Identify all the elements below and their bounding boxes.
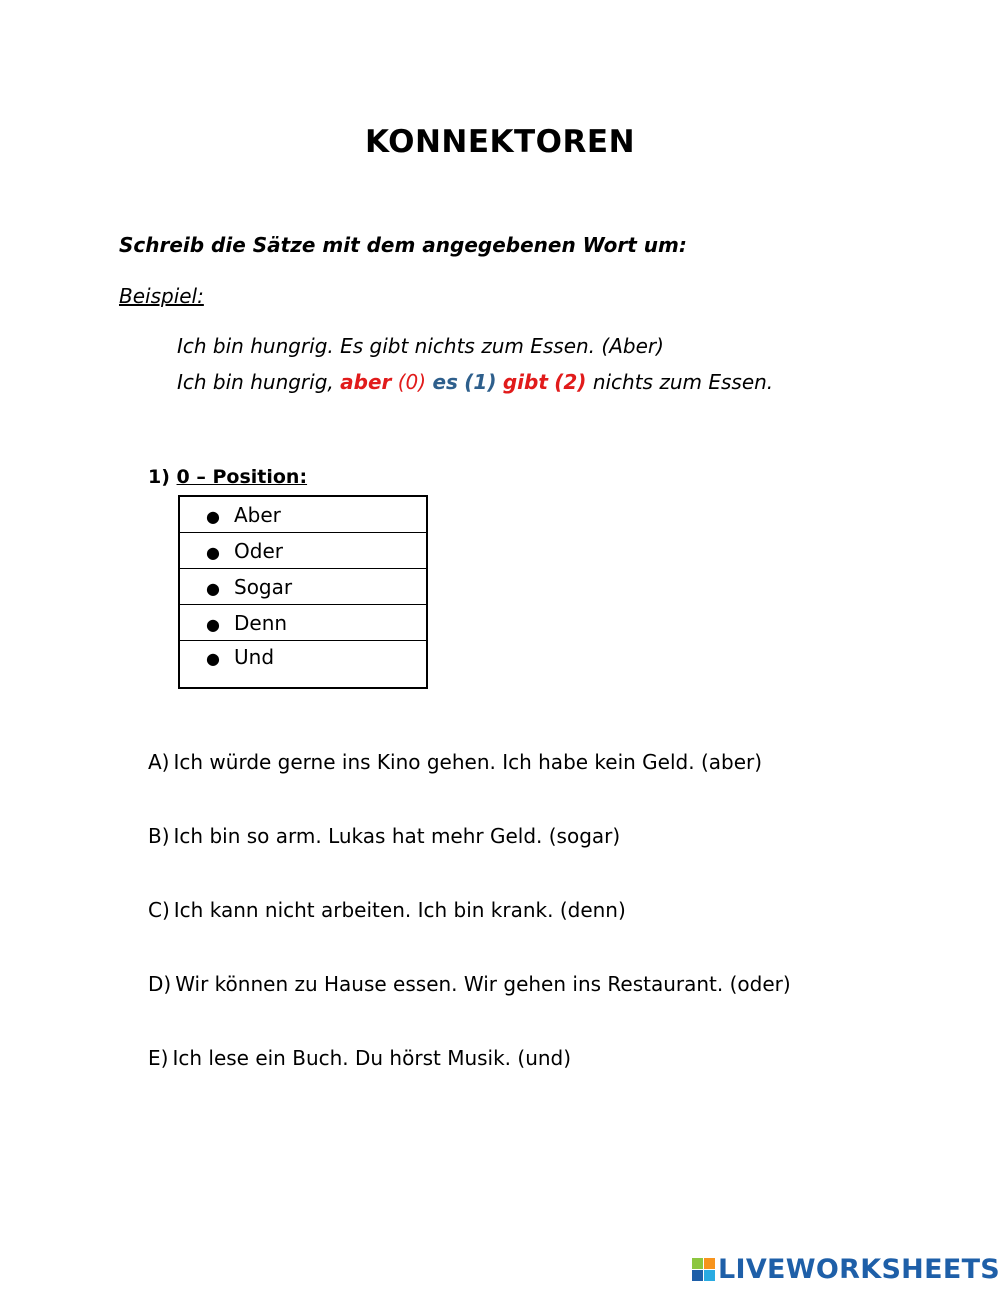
exercise-a	[148, 750, 762, 774]
exercise-e	[148, 1046, 571, 1070]
section-title: 0 – Position:	[176, 466, 308, 488]
connector-item: Oder	[234, 538, 283, 563]
logo-mark-icon	[692, 1258, 716, 1282]
connector-table	[178, 495, 428, 689]
connector-item: Denn	[234, 610, 288, 635]
exercise-text: Ich lese ein Buch. Du hörst Musik. (und)	[172, 1046, 572, 1070]
example-position-2: (2)	[554, 370, 587, 394]
example-line-1: Ich bin hungrig. Es gibt nichts zum Essen. (Aber)	[177, 334, 664, 358]
example-word-es: es	[432, 370, 458, 394]
connector-item: Sogar	[234, 574, 293, 599]
exercise-label: C)	[148, 898, 170, 922]
logo-square-blue	[692, 1270, 703, 1281]
bullet-icon: ●	[206, 578, 220, 598]
connector-item: Und	[234, 645, 275, 669]
page-title: KONNEKTOREN	[364, 124, 636, 160]
table-row	[179, 496, 427, 533]
bullet-icon: ●	[206, 506, 220, 526]
exercise-text: Ich würde gerne ins Kino gehen. Ich habe kein Geld. (aber)	[173, 750, 763, 774]
exercise-label: B)	[148, 824, 170, 848]
example-position-0: (0)	[397, 370, 427, 394]
example-line-2	[177, 370, 773, 394]
example-line-2-start: Ich bin hungrig,	[177, 370, 341, 394]
exercise-text: Ich bin so arm. Lukas hat mehr Geld. (sogar)	[173, 824, 621, 848]
logo-square-green	[692, 1258, 703, 1269]
table-row	[179, 533, 427, 569]
bullet-icon: ●	[206, 649, 220, 668]
table-row	[179, 641, 427, 689]
exercise-text: Ich kann nicht arbeiten. Ich bin krank. (denn)	[173, 898, 626, 922]
logo-square-orange	[704, 1258, 715, 1269]
example-line-2-end: nichts zum Essen.	[592, 370, 774, 394]
example-word-gibt: gibt	[502, 370, 548, 394]
exercise-label: D)	[148, 972, 172, 996]
exercise-text: Wir können zu Hause essen. Wir gehen ins Restaurant. (oder)	[175, 972, 791, 996]
table-cell	[179, 569, 427, 605]
logo-square-lightblue	[704, 1270, 715, 1281]
table-row	[179, 569, 427, 605]
table-cell	[179, 641, 427, 689]
table-cell	[179, 496, 427, 533]
logo-text: LIVEWORKSHEETS	[718, 1254, 1000, 1285]
table-cell	[179, 533, 427, 569]
bullet-icon: ●	[206, 614, 220, 634]
exercise-label: A)	[148, 750, 170, 774]
bullet-icon: ●	[206, 542, 220, 562]
example-label: Beispiel:	[119, 284, 204, 308]
section-number: 1)	[148, 466, 170, 488]
exercise-d	[148, 972, 791, 996]
exercise-b	[148, 824, 620, 848]
table-row	[179, 605, 427, 641]
exercise-c	[148, 898, 626, 922]
instruction-text: Schreib die Sätze mit dem angegebenen Wort um:	[119, 233, 687, 257]
exercise-label: E)	[148, 1046, 169, 1070]
connector-item: Aber	[234, 502, 281, 527]
liveworksheets-logo[interactable]	[692, 1254, 1000, 1285]
example-word-aber: aber	[340, 370, 392, 394]
table-cell	[179, 605, 427, 641]
example-position-1: (1)	[464, 370, 497, 394]
section-heading	[148, 466, 307, 488]
